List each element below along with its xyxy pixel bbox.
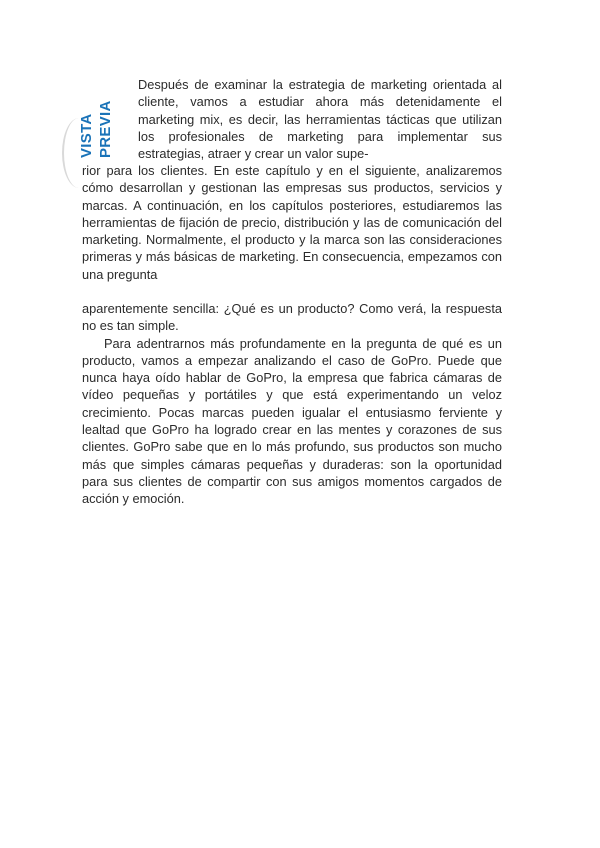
sidebar-heading: [78, 78, 138, 160]
paragraph-1-part-a: Después de examinar la estrategia de marketing orientada al cliente, vamos a estudiar ahora más detenidamente el marketing mix, es decir, las herramientas tácticas que utilizan los profesionales de marketing para implementar sus estrategias, atraer y crear un valor supe-: [138, 77, 502, 162]
intro-text-top: [138, 76, 502, 162]
paragraph-1-part-c: aparentemente sencilla: ¿Qué es un producto? Como verá, la respuesta no es tan simple.: [82, 301, 502, 334]
intro-text-middle: [82, 162, 502, 283]
intro-text-bottom: [82, 300, 502, 508]
sidebar-heading-vista: VISTA: [78, 113, 95, 158]
paragraph-2: Para adentrarnos más profundamente en la pregunta de qué es un producto, vamos a empezar analizando el caso de GoPro. Puede que nunca haya oído hablar de GoPro, la empresa que fabrica cámaras de vídeo pequeñas y portátiles y que está experimentando un veloz crecimiento. Pocas marcas pueden igualar el entusiasmo ferviente y lealtad que GoPro ha logrado crear en las mentes y corazones de sus clientes. GoPro sabe que en lo más profundo, sus productos son mucho más que simples cámaras pequeñas y duraderas: son la oportunidad para sus clientes de compartir con sus amigos momentos cargados de acción y emoción.: [82, 335, 502, 507]
paragraph-1-part-b: rior para los clientes. En este capítulo y en el siguiente, analizaremos cómo desarrollan y gestionan las empresas sus productos, servicios y marcas. A continuación, en los capítulos posteriores, estudiaremos las herramientas de fijación de precio, distribución y las de comunicación del marketing. Normalmente, el producto y la marca son las consideraciones primeras y más básicas de marketing. En consecuencia, empezamos con una pregunta: [82, 163, 502, 282]
sidebar-heading-previa: PREVIA: [97, 100, 114, 158]
